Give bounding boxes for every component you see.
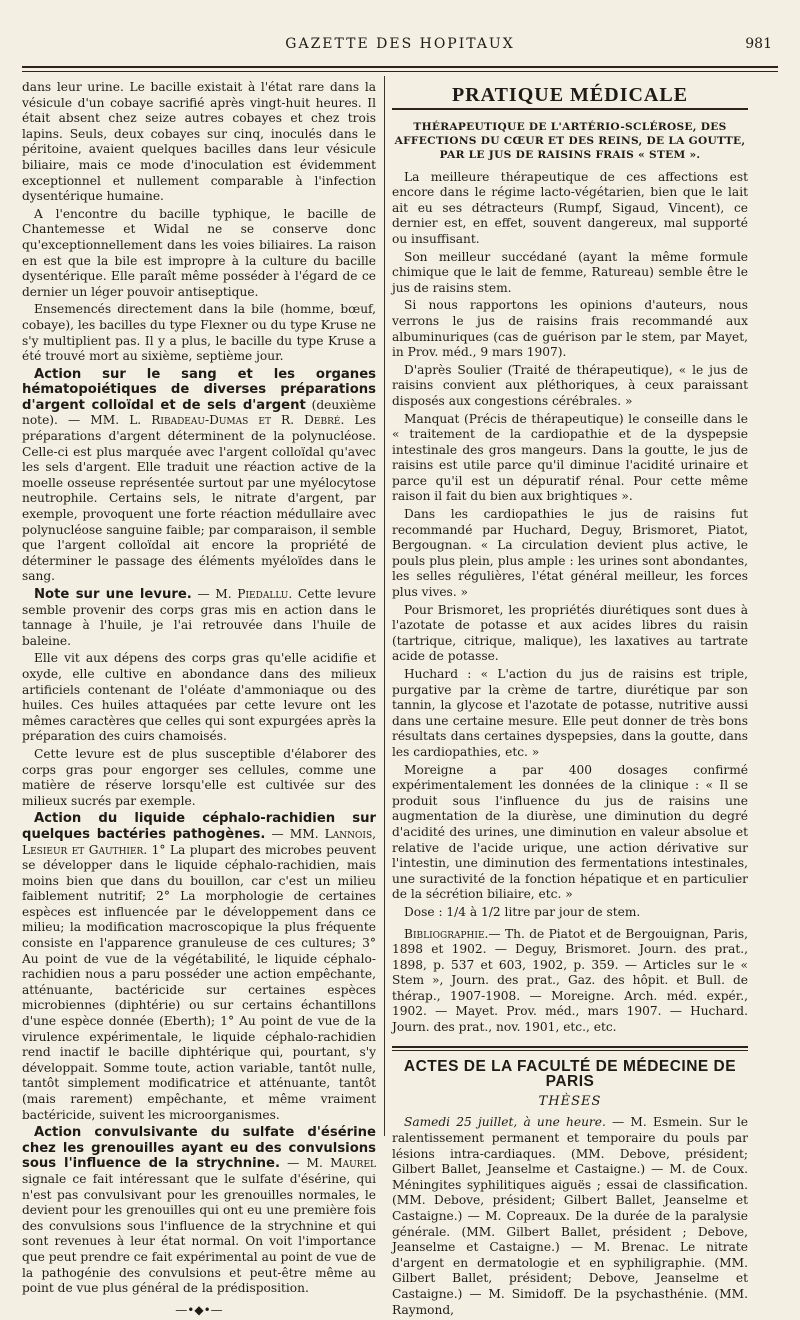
page-header	[22, 36, 778, 60]
column-divider	[384, 76, 385, 1136]
paragraph: Cette levure est de plus susceptible d'élaborer des corps gras pour engorger ses cellules, comme une matière de réserve lorsqu'elle est cultivée sur des milieux sucrés par exemple.	[22, 746, 376, 808]
journal-title: GAZETTE DES HOPITAUX	[285, 36, 515, 52]
article-eserine	[22, 1125, 376, 1297]
theses-heading: THÈSES	[538, 1093, 602, 1109]
header-rule	[22, 66, 778, 68]
left-column	[22, 80, 376, 1318]
article-body: Cette levure semble provenir des corps gras mis en action dans le tannage à l'huile, je l'ai retrouvée dans l'huile de baleine.	[22, 587, 376, 648]
article-lead: — MM.	[265, 826, 325, 841]
paragraph: dans leur urine. Le bacille existait à l'état rare dans la vésicule d'un cobaye sacrifié après vingt-huit heures. Il était absent chez seize autres cobayes et chez trois lapins. Seuls, deux cobayes sur cinq, inoculés dans le péritoine, avaient quelques bacilles dans leur vésicule biliaire, mais ce mode d'inoculation est évidemment exceptionnel et nullement comparable à l'infection dysentérique humaine.	[22, 80, 376, 204]
paragraph: La meilleure thérapeutique de ces affections est encore dans le régime lacto-végétarien, bien que le lait ait eu ses détracteurs (Rumpf, Sigaud, Vincent), ce dernier est, en effet, souvent dangereux, mal supporté ou insuffisant.	[392, 169, 748, 246]
article-body: signale ce fait intéressant que le sulfate d'ésérine, qui n'est pas convulsivant pour les grenouilles normales, le devient pour les grenouilles qui ont eu une première fois des convulsions sous l'influence de la strychnine et qui sont revenues à leur état normal. On voit l'importance que peut prendre ce fait expérimental au point de vue de la pathogénie des convulsions et peut-être même au point de vue plus général de la prédisposition.	[22, 1171, 376, 1296]
paragraph: Huchard : « L'action du jus de raisins est triple, purgative par la crème de tartre, diurétique par son tannin, la glycose et l'azotate de potasse, nutritive aussi dans une certaine mesure. Elle peut donner de très bons résultats dans certaines dyspepsies, dans la goutte, dans les cardiopathies, etc. »	[392, 667, 748, 759]
article-body: Les préparations d'argent déterminent de la polynucléose. Celle-ci est plus marquée avec l'argent colloïdal qu'avec les sels d'argent. Elle traduit une réaction active de la moelle osseuse représentée surtout par une myélocytose neutrophile. Certains sels, le nitrate d'argent, par exemple, provoquent une forte réaction médullaire avec polynucléose sanguine faible; par comparaison, il semble que l'argent colloïdal ait encore la propriété de déterminer le passage des éléments myéloïdes dans le sang.	[22, 413, 376, 584]
paragraph: Elle vit aux dépens des corps gras qu'elle acidifie et oxyde, elle cultive en abondance dans des milieux artificiels contenant de l'oléate d'ammoniaque ou des huiles. Ces huiles attaquées par cette levure ont les mêmes caractères que celles qui sont expurgées après la préparation des cuirs chamoisés.	[22, 651, 376, 744]
article-lead: — M.	[280, 1156, 331, 1171]
article-heading: Action convulsivante du sulfate d'ésérine chez les grenouilles ayant eu des convulsions sous l'influence de la strychnine.	[22, 1125, 376, 1172]
article-lead: — M.	[191, 587, 238, 601]
paragraph: D'après Soulier (Traité de thérapeutique), « le jus de raisins convient aux pléthoriques, à ceux paraissant disposés aux congestions cérébrales. »	[392, 362, 748, 408]
article-blood-silver	[22, 367, 376, 585]
dose-line: Dose : 1/4 à 1/2 litre par jour de stem.	[404, 904, 641, 919]
theses-list	[392, 1115, 748, 1318]
right-column	[392, 80, 748, 1320]
paragraph: Ensemencés directement dans la bile (homme, bœuf, cobaye), les bacilles du type Flexner ou du type Kruse ne s'y multiplient pas. Il y a plus, le bacille du type Kruse a été trouvé mort au sixième, septième jour.	[22, 302, 376, 364]
section-rule-thin	[392, 1050, 748, 1051]
paragraph: Pour Brismoret, les propriétés diurétiques sont dues à l'azotate de potasse et aux acides libres du raisin (tartrique, citrique, malique), les laxatives au tartrate acide de potasse.	[392, 602, 748, 664]
article-subtitle: THÉRAPEUTIQUE DE L'ARTÉRIO-SCLÉROSE, DES AFFECTIONS DU CŒUR ET DES REINS, DE LA GOUTTE, PAR LE JUS DE RAISINS FRAIS « STEM ».	[394, 120, 746, 161]
paragraph: Son meilleur succédané (ayant la même formule chimique que le lait de femme, Ratureau) semble être le jus de raisins stem.	[392, 249, 748, 295]
article-lead: (deuxième note). — MM.	[22, 397, 376, 428]
bibliography	[392, 927, 748, 1036]
bibliography-label: Bibliographie.	[404, 926, 489, 941]
section-title-actes: ACTES DE LA FACULTÉ DE MÉDECINE DE PARIS	[403, 1057, 737, 1091]
article-csf	[22, 811, 376, 1123]
section-rule	[392, 1046, 748, 1048]
theses-date: Samedi 25 juillet, à une heure.	[404, 1115, 606, 1130]
theses-text: — M. Esmein. Sur le ralentissement permanent et temporaire du pouls par lésions intra-cardiaques. (MM. Debove, président; Gilbert Ballet, Jeanselme et Castaigne.) — M. de Coux. Méningites syphilitiques aiguës ; essai de classification. (MM. Debove, président; Gilbert Ballet, Jeanselme et Castaigne.) — M. Copreaux. De la durée de la paralysie générale. (MM. Gilbert Ballet, président ; Debove, Jeanselme et Castaigne.) — M. Brenac. Le nitrate d'argent en dermatologie et en syphiligraphie. (MM. Gilbert Ballet, président; Debove, Jeanselme et Castaigne.) — M. Simidoff. De la psychasthénie. (MM. Raymond,	[392, 1115, 748, 1317]
paragraph: A l'encontre du bacille typhique, le bacille de Chantemesse et Widal ne se conserve donc qu'exceptionnellement dans les voies biliaires. La raison en est que la bile est impropre à la culture du bacille dysentérique. Elle paraît même posséder à l'égard de ce dernier un léger pouvoir antiseptique.	[22, 206, 376, 299]
bibliography-text: — Th. de Piatot et de Bergouignan, Paris, 1898 et 1902. — Deguy, Brismoret. Journ. des prat., 1898, p. 537 et 603, 1902, p. 359. — Articles sur le « Stem », Journ. des prat., Gaz. des hôpit. et Bull. de thérap., 1907-1908. — Moreigne. Arch. méd. expér., 1902. — Mayet. Prov. méd., mars 1907. — Huchard. Journ. des prat., nov. 1901, etc., etc.	[392, 926, 748, 1035]
page-number: 981	[745, 36, 772, 52]
article-heading: Action du liquide céphalo-rachidien sur quelques bactéries pathogènes.	[22, 811, 376, 842]
fleuron-ornament: —•◆•—	[175, 1302, 223, 1317]
article-body: 1° La plupart des microbes peuvent se développer dans le liquide céphalo-rachidien, mais moins bien que dans du bouillon, car c'est un milieu faiblement nutritif; 2° La morphologie de certaines espèces est influencée par le développement dans ce milieu; la modification macroscopique la plus fréquente consiste en l'apparence granuleuse de ces cultures; 3° Au point de vue de la végétabilité, le liquide céphalo-rachidien nous a paru posséder une action empêchante, atténuante, bactéricide sur certaines espèces microbiennes (diphtérie) ou sur certains échantillons d'une espèce donnée (Eberth); 1° Au point de vue de la virulence expérimentale, le liquide céphalo-rachidien rend inactif le bacille diphtérique qui, pourtant, s'y développait. Somme toute, action variable, tantôt nulle, tantôt simplement modificatrice et atténuante, tantôt (mais rarement) empêchante, et même vraiment bactéricide, suivent les microorganismes.	[22, 842, 377, 1122]
article-yeast	[22, 587, 376, 649]
paragraph: Dans les cardiopathies le jus de raisins fut recommandé par Huchard, Deguy, Brismoret, Piatot, Bergougnan. « La circulation devient plus active, le pouls plus plein, plus ample : les urines sont abondantes, les selles régulières, l'état général meilleur, les forces plus vives. »	[392, 507, 748, 600]
header-rule-thin	[22, 71, 778, 72]
article-authors: Lannois, Lesieur et Gauthier.	[22, 826, 376, 857]
article-authors: Piedallu.	[237, 587, 293, 601]
article-authors: L. Ribadeau-Dumas et R. Debré.	[129, 413, 345, 428]
article-heading: Action sur le sang et les organes hématopoiétiques de diverses préparations d'argent colloïdal et de sels d'argent	[22, 366, 376, 413]
paragraph: Moreigne a par 400 dosages confirmé expérimentalement les données de la clinique : « Il se produit sous l'influence du jus de raisins une augmentation de la diurèse, une diminution du degré d'acidité des urines, une diminution en valeur absolue et relative de l'acide urique, une action dérivative sur l'intestin, une diminution des fermentations intestinales, une suractivité de la fonction hépatique et en particulier de la sécrétion biliaire, etc. »	[392, 762, 748, 902]
article-heading: Note sur une levure.	[34, 587, 192, 602]
section-title-pratique: PRATIQUE MÉDICALE	[392, 88, 748, 110]
paragraph: Si nous rapportons les opinions d'auteurs, nous verrons le jus de raisins frais recommandé aux albuminuriques (cas de guérison par le stem, par Mayet, in Prov. méd., 9 mars 1907).	[392, 298, 748, 360]
paragraph: Manquat (Précis de thérapeutique) le conseille dans le « traitement de la cardiopathie et de la dyspepsie intestinale des gros mangeurs. Dans la goutte, le jus de raisins est utile parce qu'il diminue l'acidité urinaire et parce qu'il est un dépuratif rénal. Pour cette même raison il fait du bien aux brightiques ».	[392, 411, 748, 504]
article-authors: Maurel	[330, 1156, 376, 1171]
